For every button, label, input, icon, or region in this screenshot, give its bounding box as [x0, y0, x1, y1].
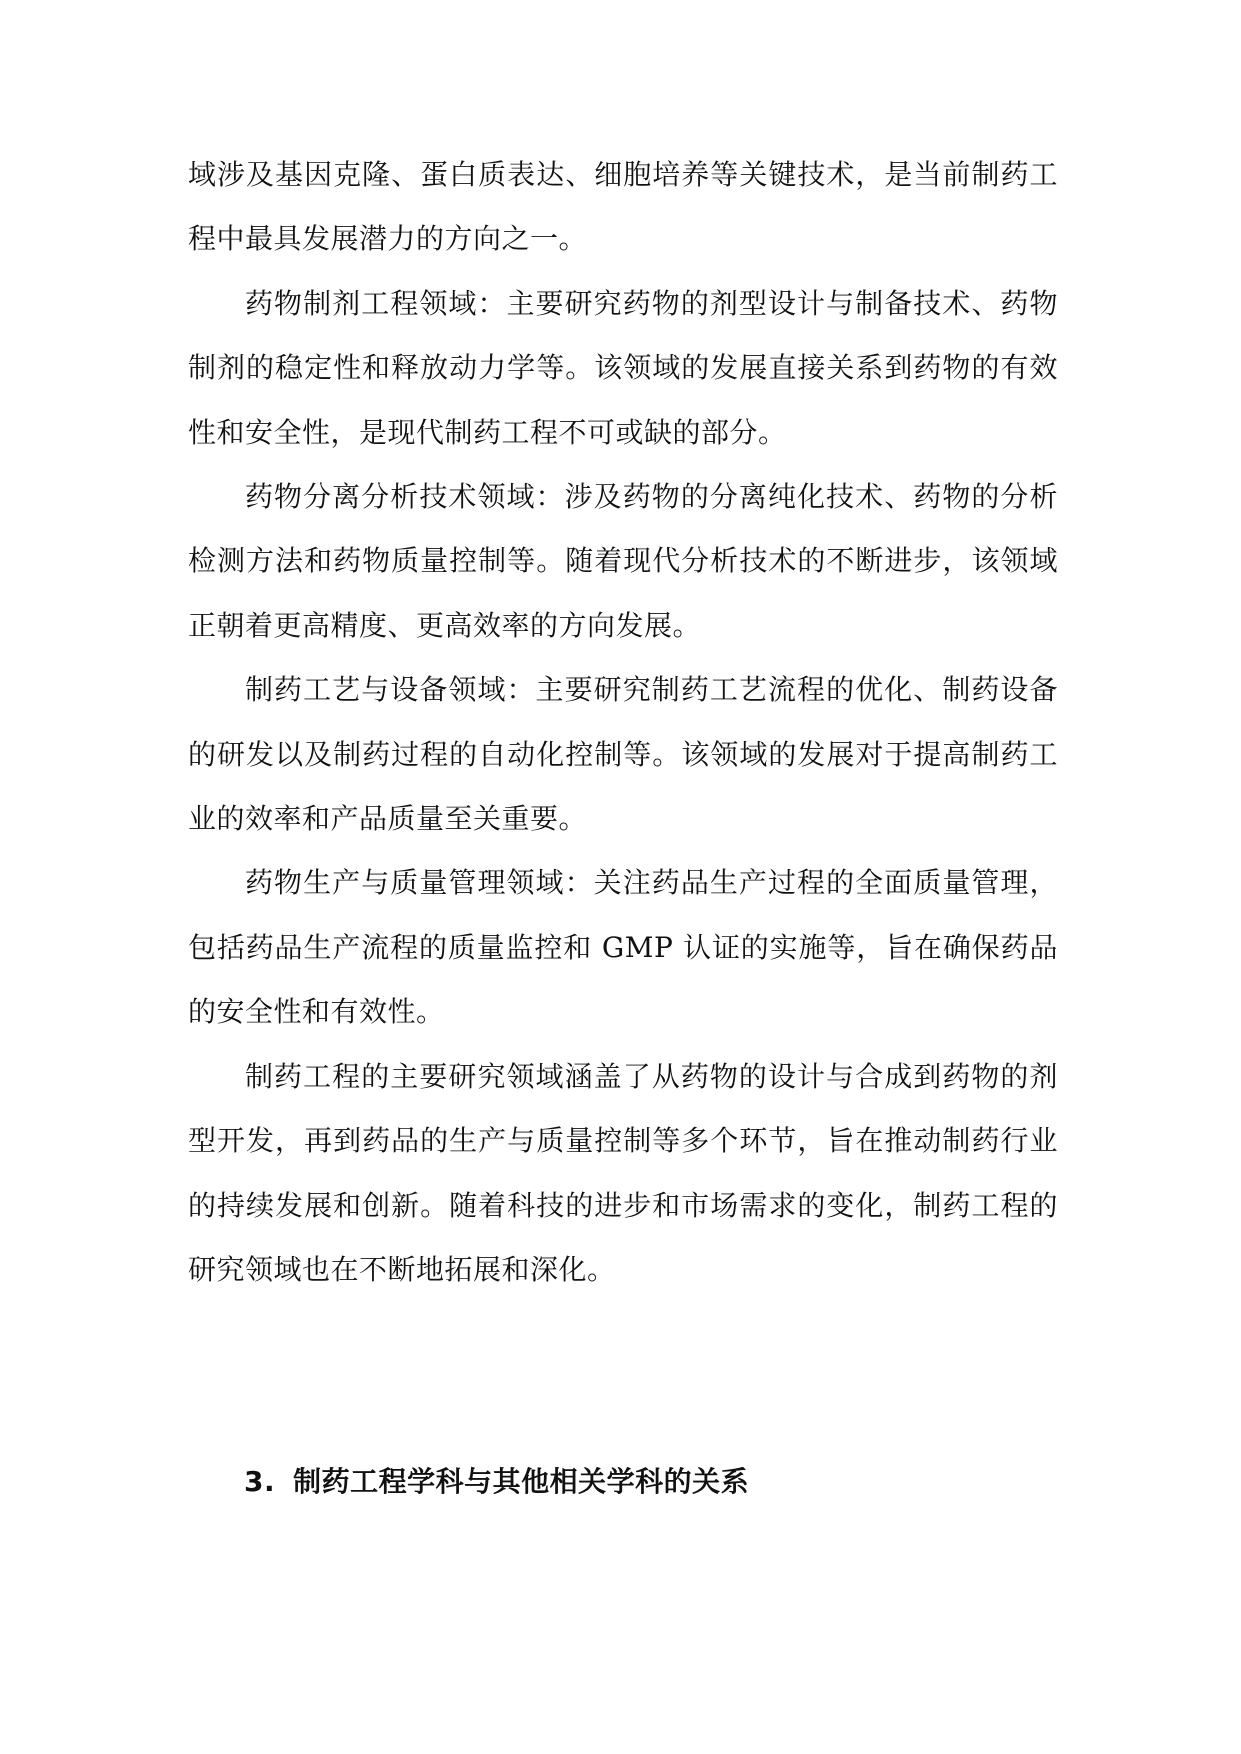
body-text: [188, 143, 1058, 1302]
paragraph-formulation-engineering: 药物制剂工程领域：主要研究药物的剂型设计与制备技术、药物制剂的稳定性和释放动力学等。该领域的发展直接关系到药物的有效性和安全性，是现代制药工程不可或缺的部分。: [188, 286, 1058, 449]
paragraph-separation-analysis: 药物分离分析技术领域：涉及药物的分离纯化技术、药物的分析检测方法和药物质量控制等。随着现代分析技术的不断进步，该领域正朝着更高精度、更高效率的方向发展。: [188, 480, 1058, 642]
section-number: 3.: [244, 1465, 276, 1498]
section-title: 制药工程学科与其他相关学科的关系: [293, 1465, 750, 1498]
paragraph-production-quality: 药物生产与质量管理领域：关注药品生产过程的全面质量管理，包括药品生产流程的质量监控和 GMP 认证的实施等，旨在确保药品的安全性和有效性。: [188, 866, 1058, 1029]
paragraph-process-equipment: 制药工艺与设备领域：主要研究制药工艺流程的优化、制药设备的研发以及制药过程的自动化控制等。该领域的发展对于提高制药工业的效率和产品质量至关重要。: [188, 673, 1058, 836]
paragraph-continued: 域涉及基因克隆、蛋白质表达、细胞培养等关键技术，是当前制药工程中最具发展潜力的方向之一。: [188, 158, 1058, 256]
section-heading: [244, 1462, 749, 1502]
paragraph-summary: 制药工程的主要研究领域涵盖了从药物的设计与合成到药物的剂型开发，再到药品的生产与质量控制等多个环节，旨在推动制药行业的持续发展和创新。随着科技的进步和市场需求的变化，制药工程的研究领域也在不断地拓展和深化。: [188, 1059, 1058, 1286]
